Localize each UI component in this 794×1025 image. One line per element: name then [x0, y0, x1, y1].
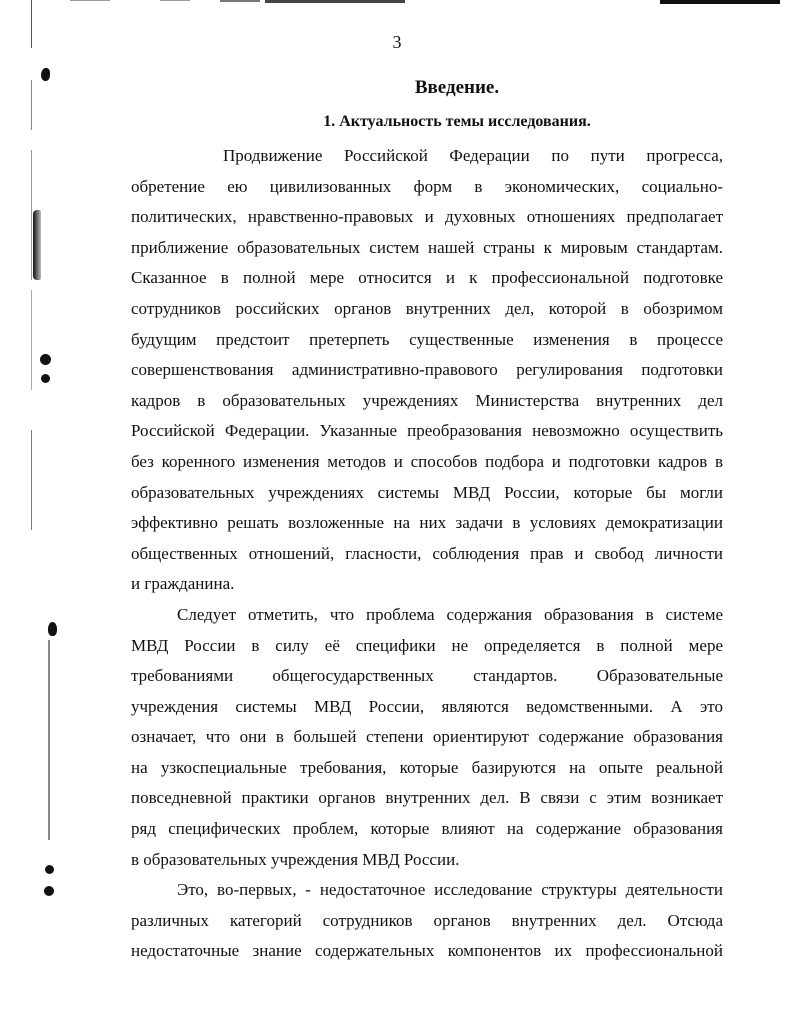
- text-line: Продвижение Российской Федерации по пути прогресса,: [223, 146, 723, 165]
- text-line: приближение образовательных систем нашей страны к мировым стандартам.: [131, 237, 723, 257]
- scan-margin-line: [31, 290, 32, 390]
- text-line: будущим предстоит претерпеть существенные изменения в процессе: [131, 329, 723, 349]
- text-line: означает, что они в большей степени ориентируют содержание образования: [131, 727, 723, 747]
- binding-hole-mark: [41, 68, 50, 81]
- text-line: и гражданина.: [131, 574, 235, 594]
- scan-smudge: [33, 210, 41, 280]
- binding-hole-mark: [41, 374, 50, 383]
- binding-hole-mark: [40, 354, 51, 365]
- text-line: повседневной практики органов внутренних дел. В связи с этим возникает: [131, 788, 723, 808]
- text-line: политических, нравственно-правовых и духовных отношениях предполагает: [131, 207, 723, 227]
- scan-margin-line: [31, 150, 32, 280]
- text-line: общественных отношений, гласности, соблюдения прав и свобод личности: [131, 543, 723, 563]
- text-line: кадров в образовательных учреждениях Министерства внутренних дел: [131, 390, 723, 410]
- text-line: Российской Федерации. Указанные преобразования невозможно осуществить: [131, 421, 723, 441]
- scan-margin-line: [31, 430, 32, 530]
- text-line: образовательных учреждениях системы МВД России, которые бы могли: [131, 482, 723, 502]
- scan-margin-line: [31, 80, 32, 130]
- text-line: различных категорий сотрудников органов внутренних дел. Отсюда: [131, 910, 723, 930]
- text-line: без коренного изменения методов и способов подбора и подготовки кадров в: [131, 451, 723, 471]
- text-line: сотрудников российских органов внутренних дел, которой в обозримом: [131, 298, 723, 318]
- scan-artifact: [660, 0, 780, 4]
- text-line: учреждения системы МВД России, являются ведомственными. А это: [131, 696, 723, 716]
- text-line: совершенствования административно-правового регулирования подготовки: [131, 360, 723, 380]
- text-line: ряд специфических проблем, которые влияют на содержание образования: [131, 819, 723, 839]
- binding-hole-mark: [45, 865, 54, 874]
- text-line: недостаточные знание содержательных компонентов их профессиональной: [131, 941, 723, 961]
- binding-hole-mark: [48, 622, 57, 636]
- text-line: на узкоспециальные требования, которые базируются на опыте реальной: [131, 757, 723, 777]
- text-line: Сказанное в полной мере относится и к профессиональной подготовке: [131, 268, 723, 288]
- binding-hole-mark: [44, 886, 54, 896]
- text-line: Это, во-первых, - недостаточное исследование структуры деятельности: [177, 880, 723, 900]
- text-line: эффективно решать возложенные на них задачи в условиях демократизации: [131, 513, 723, 533]
- text-line: в образовательных учреждения МВД России.: [131, 849, 460, 869]
- text-line: требованиями общегосударственных стандартов. Образовательные: [131, 666, 723, 686]
- page-number: 3: [392, 32, 402, 52]
- page-title: Введение.: [414, 77, 500, 98]
- scan-artifact: [160, 0, 190, 1]
- scan-artifact: [220, 0, 260, 2]
- body-text: [131, 141, 723, 967]
- scan-artifact: [70, 0, 110, 1]
- scan-artifact: [265, 0, 405, 3]
- text-line: МВД России в силу её специфики не определяется в полной мере: [131, 635, 723, 655]
- scan-margin-line: [48, 640, 50, 840]
- text-line: обретение ею цивилизованных форм в экономических, социально-: [131, 176, 723, 196]
- text-line: Следует отметить, что проблема содержания образования в системе: [177, 604, 723, 624]
- section-heading: 1. Актуальность темы исследования.: [323, 113, 591, 130]
